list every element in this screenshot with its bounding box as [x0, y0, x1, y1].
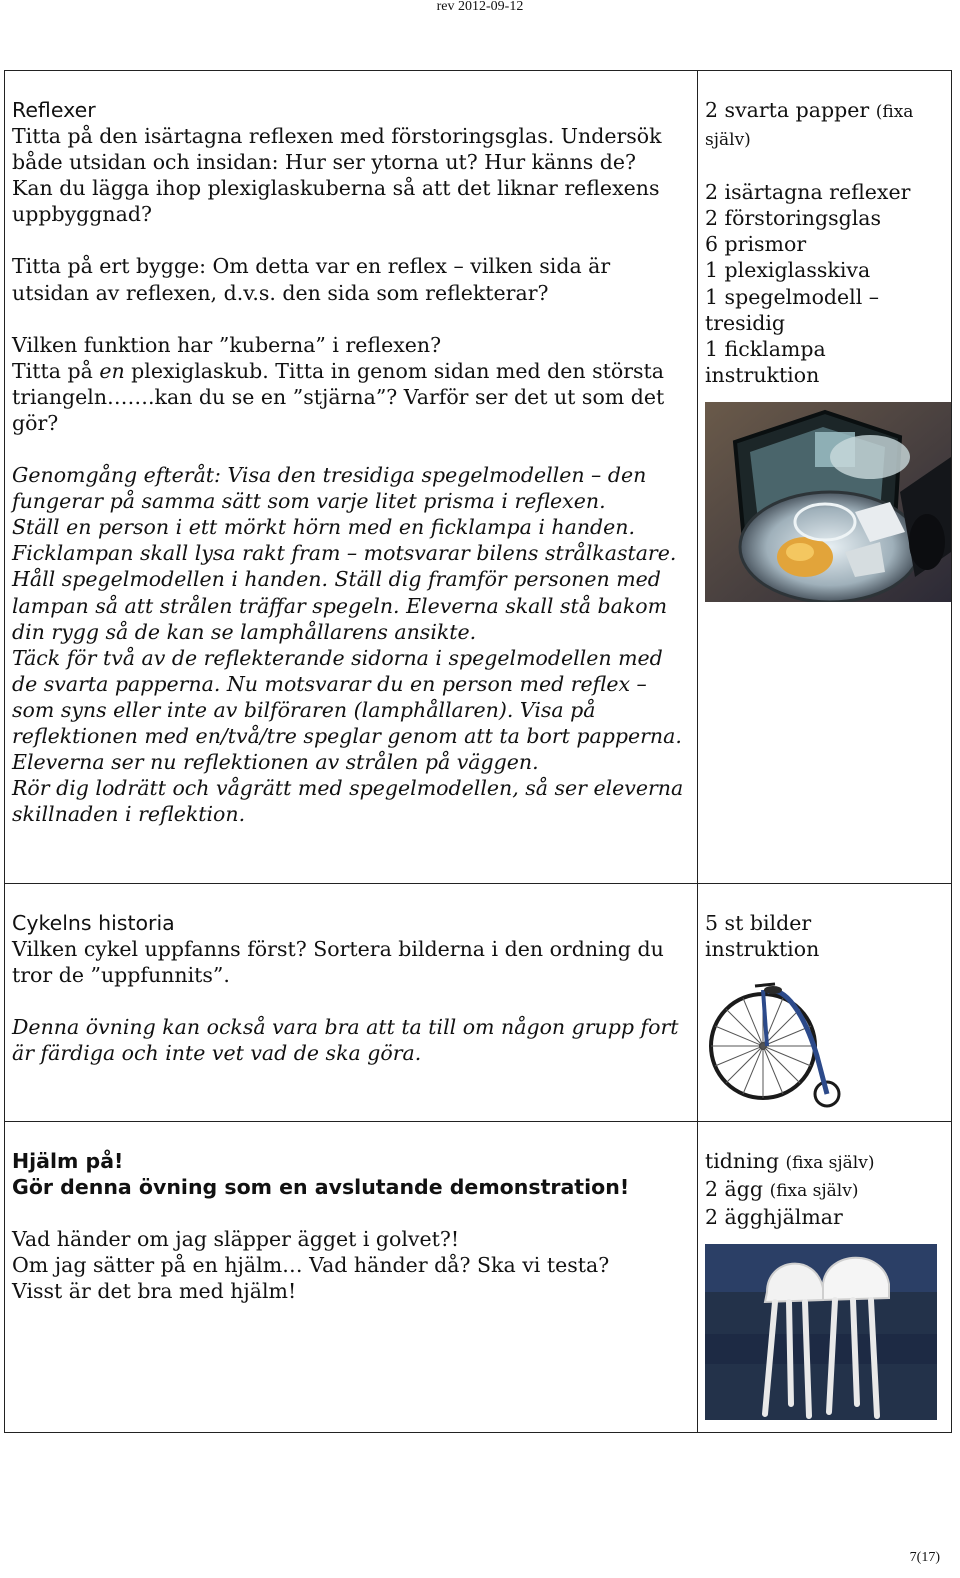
- material-item: 1 ficklampa: [705, 336, 826, 361]
- activity-table: [4, 70, 952, 1433]
- row-reflexer: [5, 71, 952, 884]
- row-cykel: [5, 884, 952, 1122]
- reflexer-material-first: 2 svarta papper (fixa själv): [705, 98, 914, 151]
- reflexer-instructions-cell: [5, 71, 698, 884]
- page-header: rev 2012-09-12: [436, 0, 524, 14]
- material-item: 6 prismor: [705, 232, 807, 257]
- egg-helmets-photo: [705, 1244, 937, 1420]
- material-item: 2 ägg (fixa själv): [705, 1177, 859, 1202]
- hjalm-paragraph-2: Om jag sätter på en hjälm… Vad händer då? Ska vi testa?: [12, 1253, 610, 1278]
- material-item: 5 st bilder: [705, 911, 812, 935]
- material-item: tidning (fixa själv): [705, 1149, 875, 1173]
- material-item: 2 förstoringsglas: [705, 206, 882, 231]
- reflexer-materials-list: [705, 179, 947, 388]
- hjalm-paragraph-3: Visst är det bra med hjälm!: [12, 1279, 297, 1304]
- reflexer-materials-cell: [698, 71, 952, 884]
- reflector-materials-photo: [705, 402, 951, 602]
- reflexer-teacher-note-2: Ställ en person i ett mörkt hörn med en ficklampa i handen. Ficklampan skall lysa rakt fram – motsvarar bilens strålkastare. Håll spegelmodellen i handen. Ställ dig framför personen med lampan så att strålen träffar spegeln. Eleverna skall stå bakom din rygg så de kan se lamphållarens ansikte.: [12, 515, 677, 644]
- material-item: instruktion: [705, 362, 820, 387]
- cykel-instructions-cell: [5, 884, 698, 1122]
- reflexer-paragraph-5: Titta på en plexiglaskub. Titta in genom sidan med den största triangeln…….kan du se en ”stjärna”? Varför ser det ut som det gör?: [12, 358, 665, 435]
- material-item: 2 ägghjälmar: [705, 1205, 843, 1230]
- reflexer-teacher-note-1: Genomgång efteråt: Visa den tresidiga spegelmodellen – den fungerar på samma sätt som varje litet prisma i reflexen.: [12, 463, 647, 514]
- row-hjalm: [5, 1122, 952, 1433]
- reflexer-paragraph-2: Kan du lägga ihop plexiglaskuberna så att det liknar reflexens uppbyggnad?: [12, 176, 660, 227]
- cykel-materials-cell: [698, 884, 952, 1122]
- cykel-title: Cykelns historia: [12, 911, 175, 935]
- penny-farthing-icon: [705, 976, 845, 1112]
- reflexer-paragraph-1: Titta på den isärtagna reflexen med förstoringsglas. Undersök både utsidan och insidan: Hur ser ytorna ut? Hur känns de?: [12, 124, 662, 175]
- cykel-paragraph-1: Vilken cykel uppfanns först? Sortera bilderna i den ordning du tror de ”uppfunnits”.: [12, 937, 664, 988]
- reflexer-title: Reflexer: [12, 98, 96, 122]
- material-item: 1 plexiglasskiva: [705, 258, 871, 283]
- reflexer-paragraph-3: Titta på ert bygge: Om detta var en reflex – vilken sida är utsidan av reflexen, d.v.s. den sida som reflekterar?: [12, 254, 611, 305]
- reflexer-teacher-note-4: Rör dig lodrätt och vågrätt med spegelmodellen, så ser eleverna skillnaden i reflektion.: [12, 776, 684, 827]
- hjalm-instructions-cell: [5, 1122, 698, 1433]
- material-item: 2 isärtagna reflexer: [705, 180, 911, 205]
- hjalm-materials-cell: [698, 1122, 952, 1433]
- reflexer-paragraph-4: Vilken funktion har ”kuberna” i reflexen?: [12, 332, 442, 357]
- cykel-teacher-note: Denna övning kan också vara bra att ta till om någon grupp fort är färdiga och inte vet vad de ska göra.: [12, 1015, 679, 1066]
- hjalm-title: Hjälm på!: [12, 1149, 124, 1173]
- material-item: 1 spegelmodell – tresidig: [705, 284, 880, 335]
- reflexer-teacher-note-3: Täck för två av de reflekterande sidorna i spegelmodellen med de svarta papperna. Nu motsvarar du en person med reflex – som syns eller inte av bilföraren (lamphållaren). Visa på reflektionen med en/två/tre speglar genom att ta bort papperna. Eleverna ser nu reflektionen av strålen på väggen.: [12, 645, 682, 775]
- material-item: instruktion: [705, 937, 820, 962]
- page-number: 7(17): [909, 1550, 940, 1565]
- hjalm-paragraph-1: Vad händer om jag släpper ägget i golvet?!: [12, 1227, 460, 1252]
- hjalm-subtitle: Gör denna övning som en avslutande demonstration!: [12, 1175, 630, 1200]
